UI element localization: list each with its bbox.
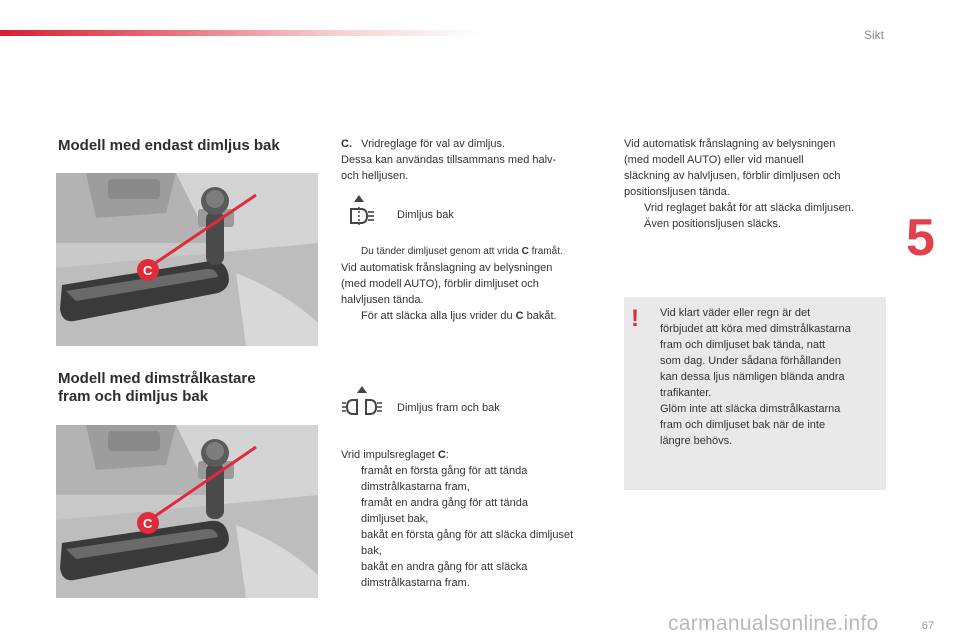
turn-forward-instruction [341,244,616,260]
warning-line: fram och dimljuset bak när de inte [660,419,826,431]
warning-box [624,297,886,490]
step-text: dimstrålkastarna fram, [361,481,470,493]
instruction-text: framåt. [528,246,563,257]
note-line: halvljusen tända. [341,294,424,306]
stalk-letter: C [143,263,153,278]
heading-line: Modell med dimstrålkastare [58,370,256,387]
warning-line: förbjudet att köra med dimstrålkastarna [660,323,851,335]
note-line: (med modell AUTO) eller vid manuell [624,154,804,166]
warning-icon: ! [631,305,639,332]
page-number: 67 [921,620,934,632]
list-item [341,527,616,559]
front-rear-fog-symbol-row [341,384,591,428]
instruction-text: Vrid reglaget bakåt för att släcka dimljusen. [644,202,854,214]
watermark: carmanualsonline.info [668,612,879,635]
note-line: släckning av halvljusen, förblir dimljusen och [624,170,841,182]
step-text: dimljuset bak, [361,513,429,525]
usage-line: och helljusen. [341,170,409,182]
note-line: positionsljusen tända. [624,186,730,198]
switch-off-bullet [341,308,616,324]
control-desc-text: Vridreglage för val av dimljus. [361,138,506,150]
warning-line: Glöm inte att släcka dimstrålkastarna [660,403,841,415]
usage-line: Dessa kan användas tillsammans med halv- [341,154,557,166]
front-rear-fog-light-icon [341,384,383,424]
stalk-letter: C [143,516,153,531]
section-title: Sikt [863,28,884,42]
step-text: framåt en andra gång för att tända [361,497,528,509]
warning-line: längre behövs. [660,435,733,447]
warning-line: kan dessa ljus nämligen blända andra [660,371,845,383]
warning-line: trafikanter. [660,387,712,399]
list-item [341,559,616,591]
control-letter: C. [341,138,352,150]
chapter-number: 5 [906,209,935,267]
warning-line: Vid klart väder eller regn är det [660,307,811,319]
note-line: (med modell AUTO), förblir dimljuset och [341,278,539,290]
list-item [341,495,616,527]
header-accent-bar [0,30,480,36]
note-line: Vid automatisk frånslagning av belysningen [624,138,836,150]
stalk-photo-rear-fog [56,173,318,346]
step-text: bakåt en andra gång för att släcka [361,561,528,573]
instruction-text: Även positionsljusen släcks. [644,218,781,230]
instruction-text: : [445,449,449,461]
step-text: bakåt en första gång för att släcka dimljuset [361,529,574,541]
control-letter: C [515,310,524,322]
list-item [341,463,616,495]
step-text: dimstrålkastarna fram. [361,577,470,589]
control-letter: C [521,246,529,257]
step-text: bak, [361,545,382,557]
rear-fog-symbol-row [341,193,591,237]
heading-line: fram och dimljus bak [58,388,209,405]
heading-front-rear-fog [58,370,256,406]
instruction-text: bakåt. [523,310,557,322]
note-line: Vid automatisk frånslagning av belysningen [341,262,553,274]
instruction-text: Vrid impulsreglaget [341,449,438,461]
impulse-ring-steps [341,447,616,591]
front-rear-fog-label: Dimljus fram och bak [397,402,500,414]
warning-line: som dag. Under sådana förhållanden [660,355,842,367]
instruction-text: För att släcka alla ljus vrider du [361,310,516,322]
control-c-description [341,136,611,184]
warning-text [660,305,882,449]
auto-switch-off-note [341,260,616,324]
rear-fog-label: Dimljus bak [397,209,454,221]
auto-fog-note [624,136,899,232]
control-letter: C [437,449,446,461]
warning-line: fram och dimljuset bak tända, natt [660,339,826,351]
heading-rear-fog-only: Modell med endast dimljus bak [58,137,280,154]
stalk-photo-front-rear-fog [56,425,318,598]
rear-fog-light-icon [341,193,377,233]
list-item [624,200,899,232]
step-text: framåt en första gång för att tända [361,465,528,477]
instruction-text: Du tänder dimljuset genom att vrida [361,246,522,257]
